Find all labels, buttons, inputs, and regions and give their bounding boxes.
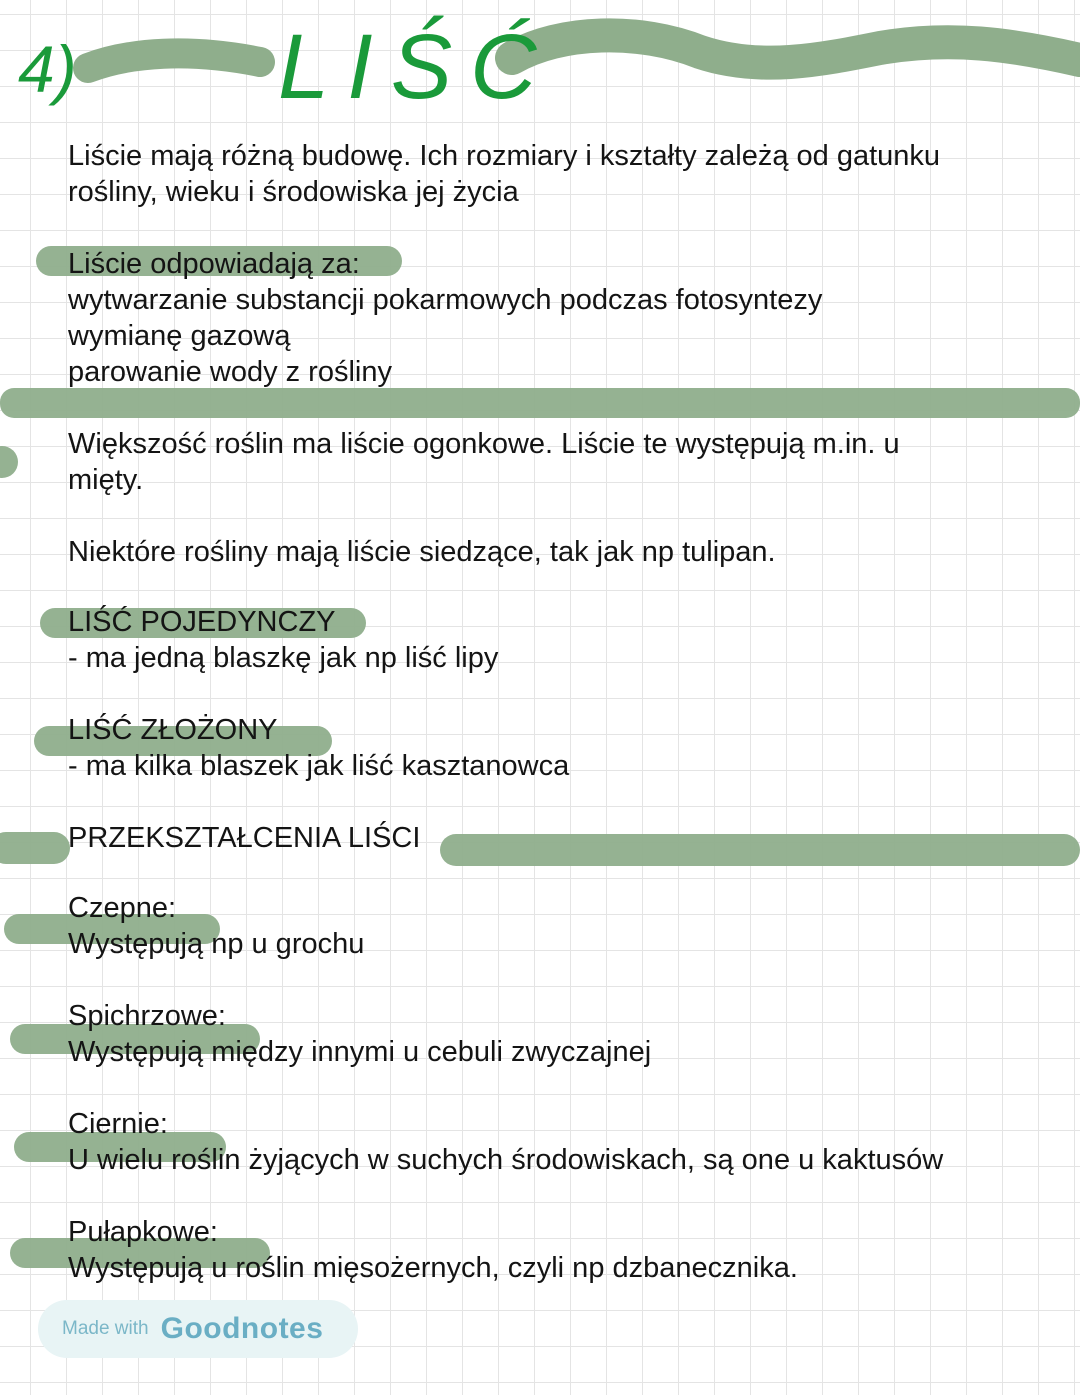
petiolate-line-1: Większość roślin ma liście ogonkowe. Liście te występują m.in. u — [68, 428, 900, 460]
made-with-label: Made with — [62, 1318, 149, 1339]
modification-text: Występują np u grochu — [68, 928, 365, 960]
title-decoration — [0, 0, 1080, 120]
modification-text: Występują między innymi u cebuli zwyczajnej — [68, 1036, 652, 1068]
simple-leaf-text: - ma jedną blaszkę jak np liść lipy — [68, 642, 499, 674]
modification-label: Spichrzowe: — [68, 1000, 226, 1032]
highlight-modifications-right — [440, 834, 1080, 866]
modification-label: Ciernie: — [68, 1108, 168, 1140]
highlight-separator — [0, 388, 1080, 418]
title-stroke-left — [88, 53, 260, 68]
title-number: 4) — [18, 32, 77, 106]
functions-heading: Liście odpowiadają za: — [68, 248, 360, 280]
functions-item: parowanie wody z rośliny — [68, 356, 392, 388]
simple-leaf-heading: LIŚĆ POJEDYNCZY — [68, 606, 336, 638]
modifications-heading: PRZEKSZTAŁCENIA LIŚCI — [68, 822, 421, 854]
intro-line-1: Liście mają różną budowę. Ich rozmiary i kształty zależą od gatunku — [68, 140, 941, 172]
modification-label: Pułapkowe: — [68, 1216, 218, 1248]
functions-item: wytwarzanie substancji pokarmowych podczas fotosyntezy — [68, 284, 823, 316]
functions-item: wymianę gazową — [68, 320, 291, 352]
goodnotes-badge — [38, 1300, 358, 1358]
petiolate-line-2: mięty. — [68, 464, 144, 496]
compound-leaf-heading: LIŚĆ ZŁOŻONY — [68, 714, 278, 746]
modification-text: U wielu roślin żyjących w suchych środowiskach, są one u kaktusów — [68, 1144, 944, 1176]
title-stroke-right — [512, 35, 1080, 62]
modification-label: Czepne: — [68, 892, 177, 924]
highlight-margin-dot — [0, 446, 18, 478]
highlight-modifications-left — [0, 832, 70, 864]
sessile-text: Niektóre rośliny mają liście siedzące, tak jak np tulipan. — [68, 536, 776, 568]
modification-text: Występują u roślin mięsożernych, czyli np dzbanecznika. — [68, 1252, 798, 1284]
compound-leaf-text: - ma kilka blaszek jak liść kasztanowca — [68, 750, 570, 782]
intro-line-2: rośliny, wieku i środowiska jej życia — [68, 176, 519, 208]
title-text: LIŚĆ — [278, 16, 555, 118]
goodnotes-logo: Goodnotes — [160, 1312, 324, 1345]
